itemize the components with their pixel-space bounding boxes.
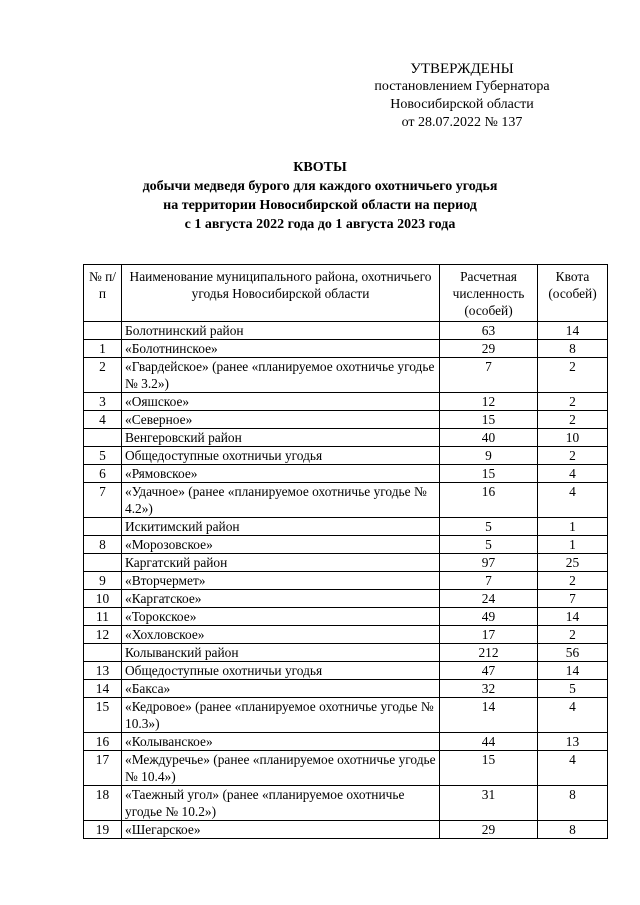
header-name: Наименование муниципального района, охотничьего угодья Новосибирской области: [122, 265, 440, 322]
table-row: [84, 590, 608, 608]
approval-title: УТВЕРЖДЕНЫ: [410, 61, 514, 77]
row-number: [84, 518, 122, 536]
heading-line-4: с 1 августа 2022 года до 1 августа 2023 года: [184, 217, 456, 232]
heading-title: КВОТЫ: [293, 160, 347, 175]
row-number: [84, 322, 122, 340]
row-quota: 8: [538, 786, 608, 821]
table-row: [84, 554, 608, 572]
row-population: 97: [440, 554, 538, 572]
row-quota: 14: [538, 608, 608, 626]
row-quota: 1: [538, 518, 608, 536]
table-row: [84, 447, 608, 465]
row-population: 24: [440, 590, 538, 608]
row-name: «Каргатское»: [122, 590, 440, 608]
row-population: 5: [440, 536, 538, 554]
row-population: 44: [440, 733, 538, 751]
row-number: 16: [84, 733, 122, 751]
row-name: Общедоступные охотничьи угодья: [122, 447, 440, 465]
row-quota: 1: [538, 536, 608, 554]
table-row: [84, 572, 608, 590]
table-row: [84, 518, 608, 536]
table-header-row: [84, 265, 608, 322]
row-quota: 2: [538, 393, 608, 411]
row-number: 14: [84, 680, 122, 698]
row-name: «Хохловское»: [122, 626, 440, 644]
row-population: 15: [440, 751, 538, 786]
table-row: [84, 626, 608, 644]
row-name: «Ояшское»: [122, 393, 440, 411]
table-row: [84, 483, 608, 518]
approval-block: [342, 60, 582, 132]
row-name: Искитимский район: [122, 518, 440, 536]
row-quota: 7: [538, 590, 608, 608]
header-number: № п/п: [84, 265, 122, 322]
row-name: «Колыванское»: [122, 733, 440, 751]
row-quota: 4: [538, 751, 608, 786]
row-name: Болотнинский район: [122, 322, 440, 340]
table-row: [84, 733, 608, 751]
row-name: «Таежный угол» (ранее «планируемое охотничье угодье № 10.2»): [122, 786, 440, 821]
row-name: «Бакса»: [122, 680, 440, 698]
row-name: «Болотнинское»: [122, 340, 440, 358]
table-row: [84, 662, 608, 680]
row-population: 49: [440, 608, 538, 626]
row-quota: 14: [538, 662, 608, 680]
row-population: 17: [440, 626, 538, 644]
row-name: Венгеровский район: [122, 429, 440, 447]
row-quota: 2: [538, 358, 608, 393]
row-population: 5: [440, 518, 538, 536]
row-number: [84, 644, 122, 662]
row-name: Общедоступные охотничьи угодья: [122, 662, 440, 680]
row-number: 7: [84, 483, 122, 518]
row-name: «Шегарское»: [122, 821, 440, 839]
row-number: 17: [84, 751, 122, 786]
row-number: 8: [84, 536, 122, 554]
row-number: 4: [84, 411, 122, 429]
row-population: 40: [440, 429, 538, 447]
row-quota: 14: [538, 322, 608, 340]
heading-line-3: на территории Новосибирской области на период: [163, 198, 477, 213]
row-name: «Морозовское»: [122, 536, 440, 554]
row-number: 9: [84, 572, 122, 590]
table-row: [84, 644, 608, 662]
row-quota: 2: [538, 447, 608, 465]
row-population: 29: [440, 340, 538, 358]
table-row: [84, 680, 608, 698]
row-population: 31: [440, 786, 538, 821]
row-number: 6: [84, 465, 122, 483]
row-name: «Вторчермет»: [122, 572, 440, 590]
row-number: 1: [84, 340, 122, 358]
row-number: [84, 429, 122, 447]
row-number: 11: [84, 608, 122, 626]
row-quota: 4: [538, 483, 608, 518]
table-body: [84, 322, 608, 839]
row-quota: 8: [538, 821, 608, 839]
row-quota: 2: [538, 626, 608, 644]
row-name: «Междуречье» (ранее «планируемое охотничье угодье № 10.4»): [122, 751, 440, 786]
table-row: [84, 751, 608, 786]
row-population: 14: [440, 698, 538, 733]
row-number: 2: [84, 358, 122, 393]
row-quota: 10: [538, 429, 608, 447]
row-quota: 8: [538, 340, 608, 358]
row-quota: 5: [538, 680, 608, 698]
row-number: 19: [84, 821, 122, 839]
row-number: 15: [84, 698, 122, 733]
header-population: Расчетная численность (особей): [440, 265, 538, 322]
row-number: 5: [84, 447, 122, 465]
row-name: «Удачное» (ранее «планируемое охотничье угодье № 4.2»): [122, 483, 440, 518]
approval-line-3: от 28.07.2022 № 137: [401, 115, 523, 130]
row-population: 16: [440, 483, 538, 518]
row-population: 7: [440, 572, 538, 590]
row-number: 10: [84, 590, 122, 608]
approval-line-1: постановлением Губернатора: [374, 79, 550, 94]
table-row: [84, 786, 608, 821]
row-name: «Рямовское»: [122, 465, 440, 483]
row-name: Колыванский район: [122, 644, 440, 662]
row-number: 12: [84, 626, 122, 644]
row-population: 47: [440, 662, 538, 680]
row-name: «Кедровое» (ранее «планируемое охотничье угодье № 10.3»): [122, 698, 440, 733]
table-row: [84, 358, 608, 393]
approval-line-2: Новосибирской области: [390, 97, 534, 112]
row-number: 13: [84, 662, 122, 680]
row-quota: 25: [538, 554, 608, 572]
row-name: Каргатский район: [122, 554, 440, 572]
row-quota: 4: [538, 698, 608, 733]
row-name: «Северное»: [122, 411, 440, 429]
row-population: 212: [440, 644, 538, 662]
row-population: 32: [440, 680, 538, 698]
row-population: 29: [440, 821, 538, 839]
row-number: 18: [84, 786, 122, 821]
table-row: [84, 393, 608, 411]
row-quota: 56: [538, 644, 608, 662]
header-quota: Квота (особей): [538, 265, 608, 322]
table-row: [84, 821, 608, 839]
row-name: «Гвардейское» (ранее «планируемое охотничье угодье № 3.2»): [122, 358, 440, 393]
row-population: 63: [440, 322, 538, 340]
table-row: [84, 608, 608, 626]
table-row: [84, 465, 608, 483]
row-population: 15: [440, 465, 538, 483]
row-quota: 2: [538, 572, 608, 590]
row-population: 7: [440, 358, 538, 393]
row-quota: 13: [538, 733, 608, 751]
row-quota: 4: [538, 465, 608, 483]
quota-table: [83, 264, 608, 839]
row-population: 12: [440, 393, 538, 411]
table-row: [84, 411, 608, 429]
table-row: [84, 429, 608, 447]
heading-line-2: добычи медведя бурого для каждого охотничьего угодья: [142, 179, 498, 194]
row-population: 15: [440, 411, 538, 429]
row-number: 3: [84, 393, 122, 411]
table-row: [84, 340, 608, 358]
document-heading: [0, 158, 640, 234]
row-number: [84, 554, 122, 572]
row-quota: 2: [538, 411, 608, 429]
row-population: 9: [440, 447, 538, 465]
row-name: «Торокское»: [122, 608, 440, 626]
table-row: [84, 322, 608, 340]
table-row: [84, 536, 608, 554]
table-row: [84, 698, 608, 733]
